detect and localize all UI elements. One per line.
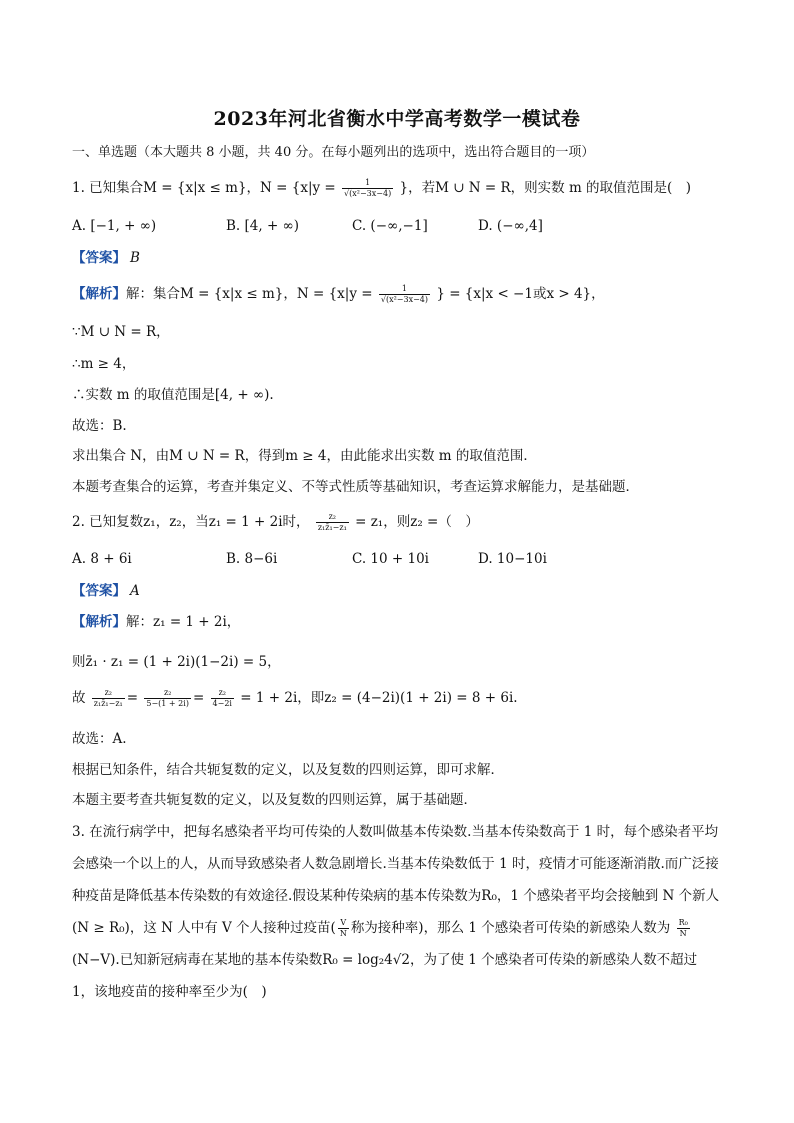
q2-stem-b: = z₁，则z₂ =（ ） xyxy=(355,514,479,530)
q2-solution-line: 本题主要考查共轭复数的定义，以及复数的四则运算，属于基础题． xyxy=(72,792,477,808)
q1-answer-label: 【答案】 xyxy=(72,250,126,266)
q2-option-a: A. 8 + 6i xyxy=(72,551,132,567)
q3-fraction-r0 xyxy=(677,918,690,939)
q1-answer-line xyxy=(72,248,734,268)
q3-part-1: 3. 在流行病学中，把每名感染者平均可传染的人数叫做基本传染数.当基本传染数高于 1 时，每个感染者平均会感染一个以上的人，从而导致感染者人数急剧增长.当基本传染数低于 1 时，疫情才可能逐渐消散.而广泛接种疫苗是降低基本传染数的有效途径.假设某种传染病的基本传染数为R₀，1 个感染者平均会接触到 N 个新人(N ≥ R₀)，这 N 人中有 V 个人接种过疫苗( xyxy=(72,824,720,936)
q2-option-c: C. 10 + 10i xyxy=(352,551,429,567)
q2-option-b: B. 8−6i xyxy=(226,551,278,567)
q1-solution-line: 求出集合 N，由M ∪ N = R，得到m ≥ 4，由此能求出实数 m 的取值范围． xyxy=(72,448,537,464)
q1-solution-line: ∴m ≥ 4， xyxy=(72,356,136,372)
q3-frac-r0-num: R₀ xyxy=(678,918,688,927)
q1-option-c: C. (−∞,−1] xyxy=(352,218,428,234)
q2-step-frac-3 xyxy=(211,688,234,709)
q2-frac-den: z₁z̄₁−z₁ xyxy=(317,523,347,532)
q2-answer-value: A xyxy=(130,583,140,599)
q1-analysis-a: 解：集合M = {x|x ≤ m}，N = {x|y = xyxy=(126,286,373,302)
section-header: 一、单选题（本大题共 8 小题，共 40 分。在每小题列出的选项中，选出符合题目的一项） xyxy=(72,145,595,160)
q3-frac-rate-num: V xyxy=(338,918,349,929)
q2-step-frac-1-den: z₁z̄₁−z₁ xyxy=(93,699,123,708)
q1-analysis-line xyxy=(72,284,734,305)
q1-analysis-frac-num: 1 xyxy=(379,284,430,295)
q1-option-b: B. [4, + ∞) xyxy=(226,218,300,234)
q1-analysis-fraction xyxy=(379,284,430,305)
q1-solution-line: 本题考查集合的运算，考查并集定义、不等式性质等基础知识，考查运算求解能力，是基础题． xyxy=(72,479,639,495)
q2-analysis-label: 【解析】 xyxy=(72,614,126,630)
q2-fraction xyxy=(316,512,349,533)
q3-part-2: 称为接种率)，那么 1 个感染者可传染的新感染人数为 xyxy=(350,920,671,936)
q1-solution-line: ∴实数 m 的取值范围是[4, + ∞). xyxy=(72,387,274,403)
q2-stem xyxy=(72,512,734,533)
q1-analysis-b: } = {x|x < −1或x > 4}， xyxy=(436,286,605,302)
q1-stem-a: 1. 已知集合M = {x|x ≤ m}，N = {x|y = xyxy=(72,180,336,196)
q1-solution-line: ∵M ∪ N = R， xyxy=(72,324,170,340)
q1-analysis-label: 【解析】 xyxy=(72,286,126,302)
q2-answer-label: 【答案】 xyxy=(72,583,126,599)
q2-solution-line: 故选：A. xyxy=(72,731,127,747)
q2-analysis-line xyxy=(72,612,734,632)
q2-step-frac-2-num: z₂ xyxy=(144,688,191,699)
q2-step-frac-3-num: z₂ xyxy=(211,688,234,699)
q2-step-frac-2-den: 5−(1 + 2i) xyxy=(146,699,189,708)
q1-stem-b: }，若M ∪ N = R，则实数 m 的取值范围是( ) xyxy=(399,180,692,196)
q1-analysis-frac-den: √(x²−3x−4) xyxy=(380,295,429,304)
q2-line-c-b: = 1 + 2i，即z₂ = (4−2i)(1 + 2i) = 8 + 6i. xyxy=(240,690,518,706)
q3-frac-r0-den: N xyxy=(679,929,687,938)
q2-step-fraction-line: 故 $\frac{\text{z₂}}{\text{z₁z̄₁−z₁}}$ = $\frac{\text{z₂}}{5-(1 + 2i)}$ = $\frac{\text{z₂}}{4-2i}$ = 1 + 2i，即z₂ = (4−2i)(1 + 2i) = 8 + 6i. xyxy=(72,688,518,708)
q3-part-3: (N−V).已知新冠病毒在某地的基本传染数R₀ = log₂4√2，为了使 1 个感染者可传染的新感染人数不超过 1，该地疫苗的接种率至少为( ) xyxy=(72,952,698,1000)
q2-step-frac-2 xyxy=(144,688,191,709)
q2-analysis-a: 解：z₁ = 1 + 2i， xyxy=(126,614,241,630)
q2-step-frac-3-den: 4−2i xyxy=(212,699,232,708)
page-title: 2023年河北省衡水中学高考数学一模试卷 xyxy=(213,108,581,130)
q2-stem-a: 2. 已知复数z₁，z₂，当z₁ = 1 + 2i时， xyxy=(72,514,310,530)
q2-frac-num: z₂ xyxy=(316,512,349,523)
q1-solution-line: 故选：B. xyxy=(72,418,127,434)
q2-step-line: 则z̄₁ · z₁ = (1 + 2i)(1−2i) = 5， xyxy=(72,654,281,670)
q2-step-frac-1-num: z₂ xyxy=(92,688,125,699)
q1-fraction xyxy=(342,178,393,199)
q1-option-d: D. (−∞,4] xyxy=(478,218,543,234)
q2-step-frac-1 xyxy=(92,688,125,709)
q2-option-d: D. 10−10i xyxy=(478,551,547,567)
q3-stem xyxy=(72,816,722,1008)
q2-answer-line xyxy=(72,581,734,601)
q2-line-c-a: 故 xyxy=(72,690,86,706)
q2-solution-line: 根据已知条件，结合共轭复数的定义，以及复数的四则运算，即可求解． xyxy=(72,762,504,778)
q1-frac-den: √(x²−3x−4) xyxy=(344,189,392,198)
q3-fraction-rate xyxy=(338,918,349,939)
q1-option-a: A. [−1, + ∞) xyxy=(72,218,157,234)
q1-frac-num: 1 xyxy=(342,178,393,189)
q1-stem xyxy=(72,178,734,199)
q1-answer-value: B xyxy=(130,250,140,266)
q3-frac-rate-den: N xyxy=(339,929,347,938)
